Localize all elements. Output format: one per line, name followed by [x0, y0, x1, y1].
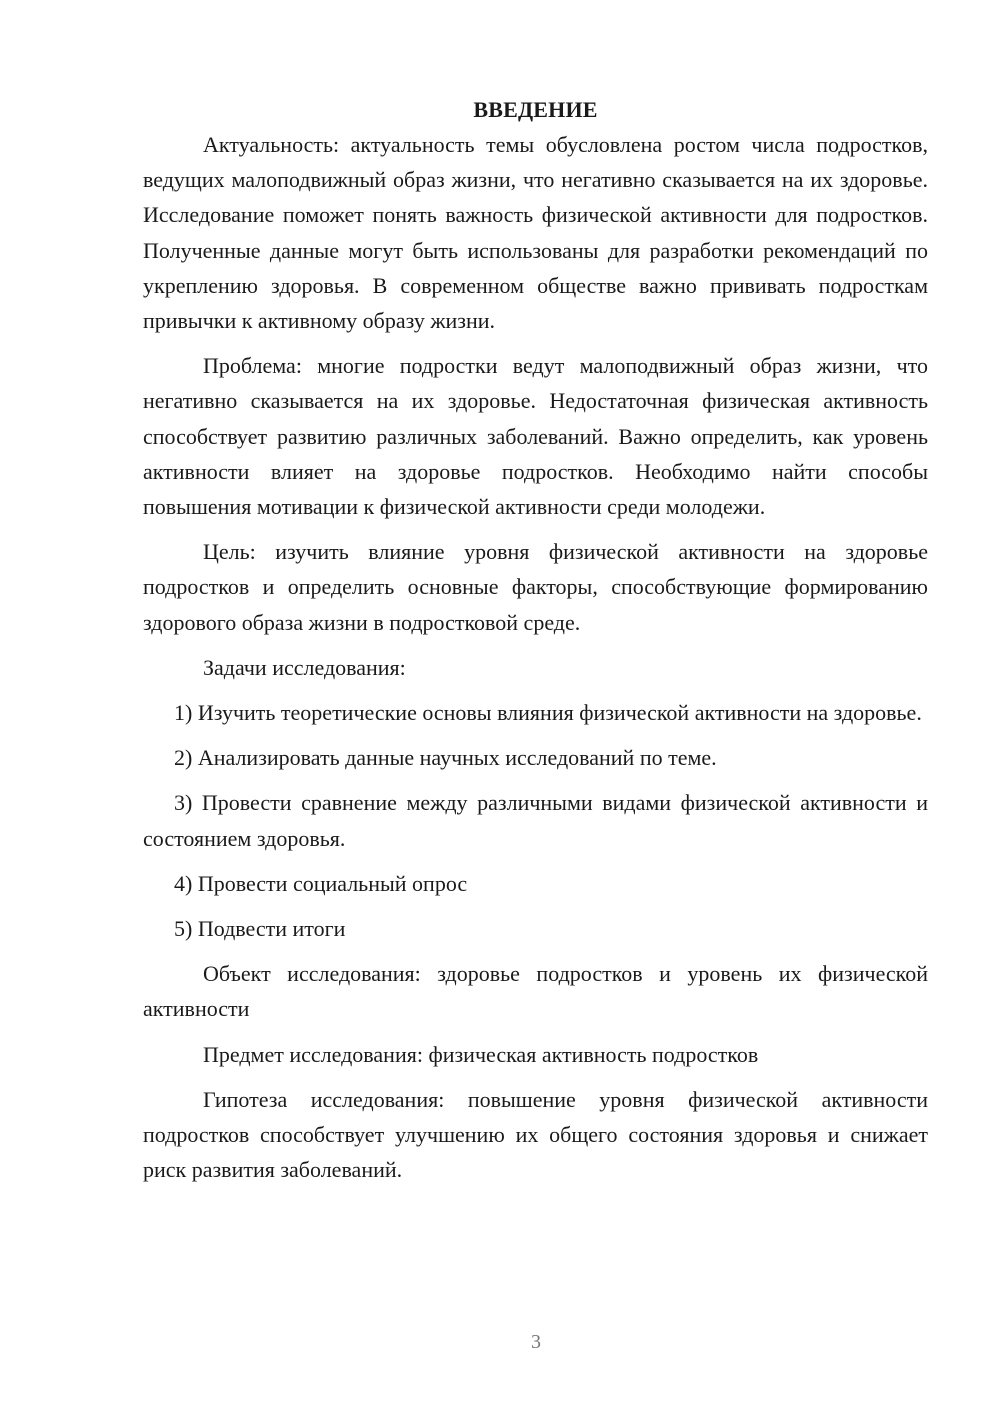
relevance-paragraph: Актуальность: актуальность темы обусловлена ростом числа подростков, ведущих малоподвижный образ жизни, что негативно сказывается на их здоровье. Исследование поможет понять важность физической активности для подростков. Полученные данные могут быть использованы для разработки рекомендаций по укреплению здоровья. В современном обществе важно прививать подросткам привычки к активному образу жизни. [143, 132, 928, 334]
problem-paragraph: Проблема: многие подростки ведут малоподвижный образ жизни, что негативно сказывается на их здоровье. Недостаточная физическая активность способствует развитию различных заболеваний. Важно определить, как уровень активности влияет на здоровье подростков. Необходимо найти способы повышения мотивации к физической активности среди молодежи. [143, 353, 928, 520]
task-item: 1) Изучить теоретические основы влияния физической активности на здоровье. [174, 700, 922, 726]
section-title: ВВЕДЕНИЕ [473, 97, 598, 122]
hypothesis-paragraph: Гипотеза исследования: повышение уровня физической активности подростков способствует улучшению их общего состояния здоровья и снижает риск развития заболеваний. [143, 1086, 928, 1183]
tasks-heading: Задачи исследования: [203, 654, 406, 680]
goal-paragraph: Цель: изучить влияние уровня физической активности на здоровье подростков и определить основные факторы, способствующие формированию здорового образа жизни в подростковой среде. [143, 539, 928, 635]
task-item: 3) Провести сравнение между различными видами физической активности и состоянием здоровья. [143, 790, 928, 851]
object-paragraph: Объект исследования: здоровье подростков и уровень их физической активности [143, 961, 928, 1022]
page-number: 3 [531, 1331, 541, 1353]
document-page [143, 92, 928, 1187]
task-item: 4) Провести социальный опрос [174, 870, 468, 896]
subject-paragraph: Предмет исследования: физическая активность подростков [203, 1041, 759, 1067]
task-item: 5) Подвести итоги [174, 916, 346, 942]
task-item: 2) Анализировать данные научных исследований по теме. [174, 745, 717, 771]
